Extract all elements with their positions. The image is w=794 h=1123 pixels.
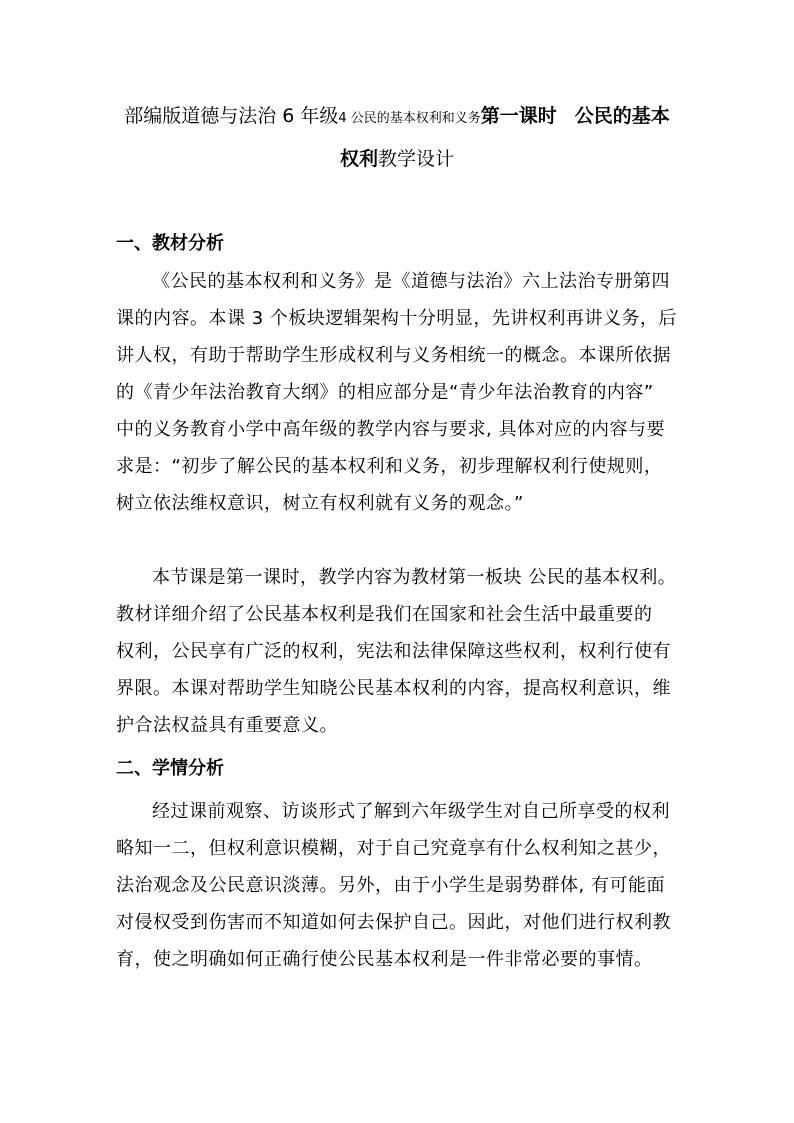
title-line2-bold: 权利 [339, 148, 378, 170]
paragraph-line: 中的义务教育小学中高年级的教学内容与要求, 具体对应的内容与要 [116, 419, 665, 440]
paragraph-line: 教材详细介绍了公民基本权利是我们在国家和社会生活中最重要的 [116, 604, 653, 625]
paragraph-line: 本节课是第一课时，教学内容为教材第一板块 公民的基本权利。 [152, 567, 677, 588]
paragraph-line: 经过课前观察、访谈形式了解到六年级学生对自己所享受的权利 [152, 801, 670, 822]
paragraph-line: 界限。本课对帮助学生知晓公民基本权利的内容，提高权利意识，维 [116, 678, 671, 699]
paragraph-line: 法治观念及公民意识淡薄。另外，由于小学生是弱势群体, 有可能面 [116, 875, 665, 896]
document-title-line-1 [110, 104, 684, 131]
paragraph-line: 求是：“初步了解公民的基本权利和义务，初步理解权利行使规则， [116, 456, 663, 477]
paragraph-line: 略知一二，但权利意识模糊，对于自己究竟享有什么权利知之甚少， [116, 838, 671, 859]
paragraph-line: 对侵权受到伤害而不知道如何去保护自己。因此，对他们进行权利教 [116, 912, 671, 933]
title-part-1: 部编版道德与法治 6 年级 [124, 105, 339, 127]
paragraph-line: 树立依法维权意识，树立有权利就有义务的观念。” [116, 493, 524, 514]
paragraph-line: 讲人权，有助于帮助学生形成权利与义务相统一的概念。本课所依据 [116, 345, 671, 366]
section-heading-learner-analysis: 二、学情分析 [116, 758, 224, 779]
paragraph-line: 育，使之明确如何正确行使公民基本权利是一件非常必要的事情。 [116, 949, 653, 970]
paragraph-line: 权利，公民享有广泛的权利，宪法和法律保障这些权利，权利行使有 [116, 641, 671, 662]
paragraph-line: 的《青少年法治教育大纲》的相应部分是“青少年法治教育的内容” [116, 382, 654, 403]
paragraph-line: 课的内容。本课 3 个板块逻辑架构十分明显，先讲权利再讲义务，后 [116, 308, 677, 329]
paragraph-line: 护合法权益具有重要意义。 [116, 715, 338, 736]
title-part-3: 第一课时 [480, 105, 557, 127]
section-heading-textbook-analysis: 一、教材分析 [116, 233, 224, 254]
document-title-line-2 [110, 147, 684, 171]
title-part-4: 公民的基本 [574, 105, 670, 127]
paragraph-line: 《公民的基本权利和义务》是《道德与法治》六上法治专册第四 [152, 271, 670, 292]
title-line2-rest: 教学设计 [378, 148, 455, 170]
title-part-2: 4 公民的基本权利和义务 [338, 111, 481, 126]
